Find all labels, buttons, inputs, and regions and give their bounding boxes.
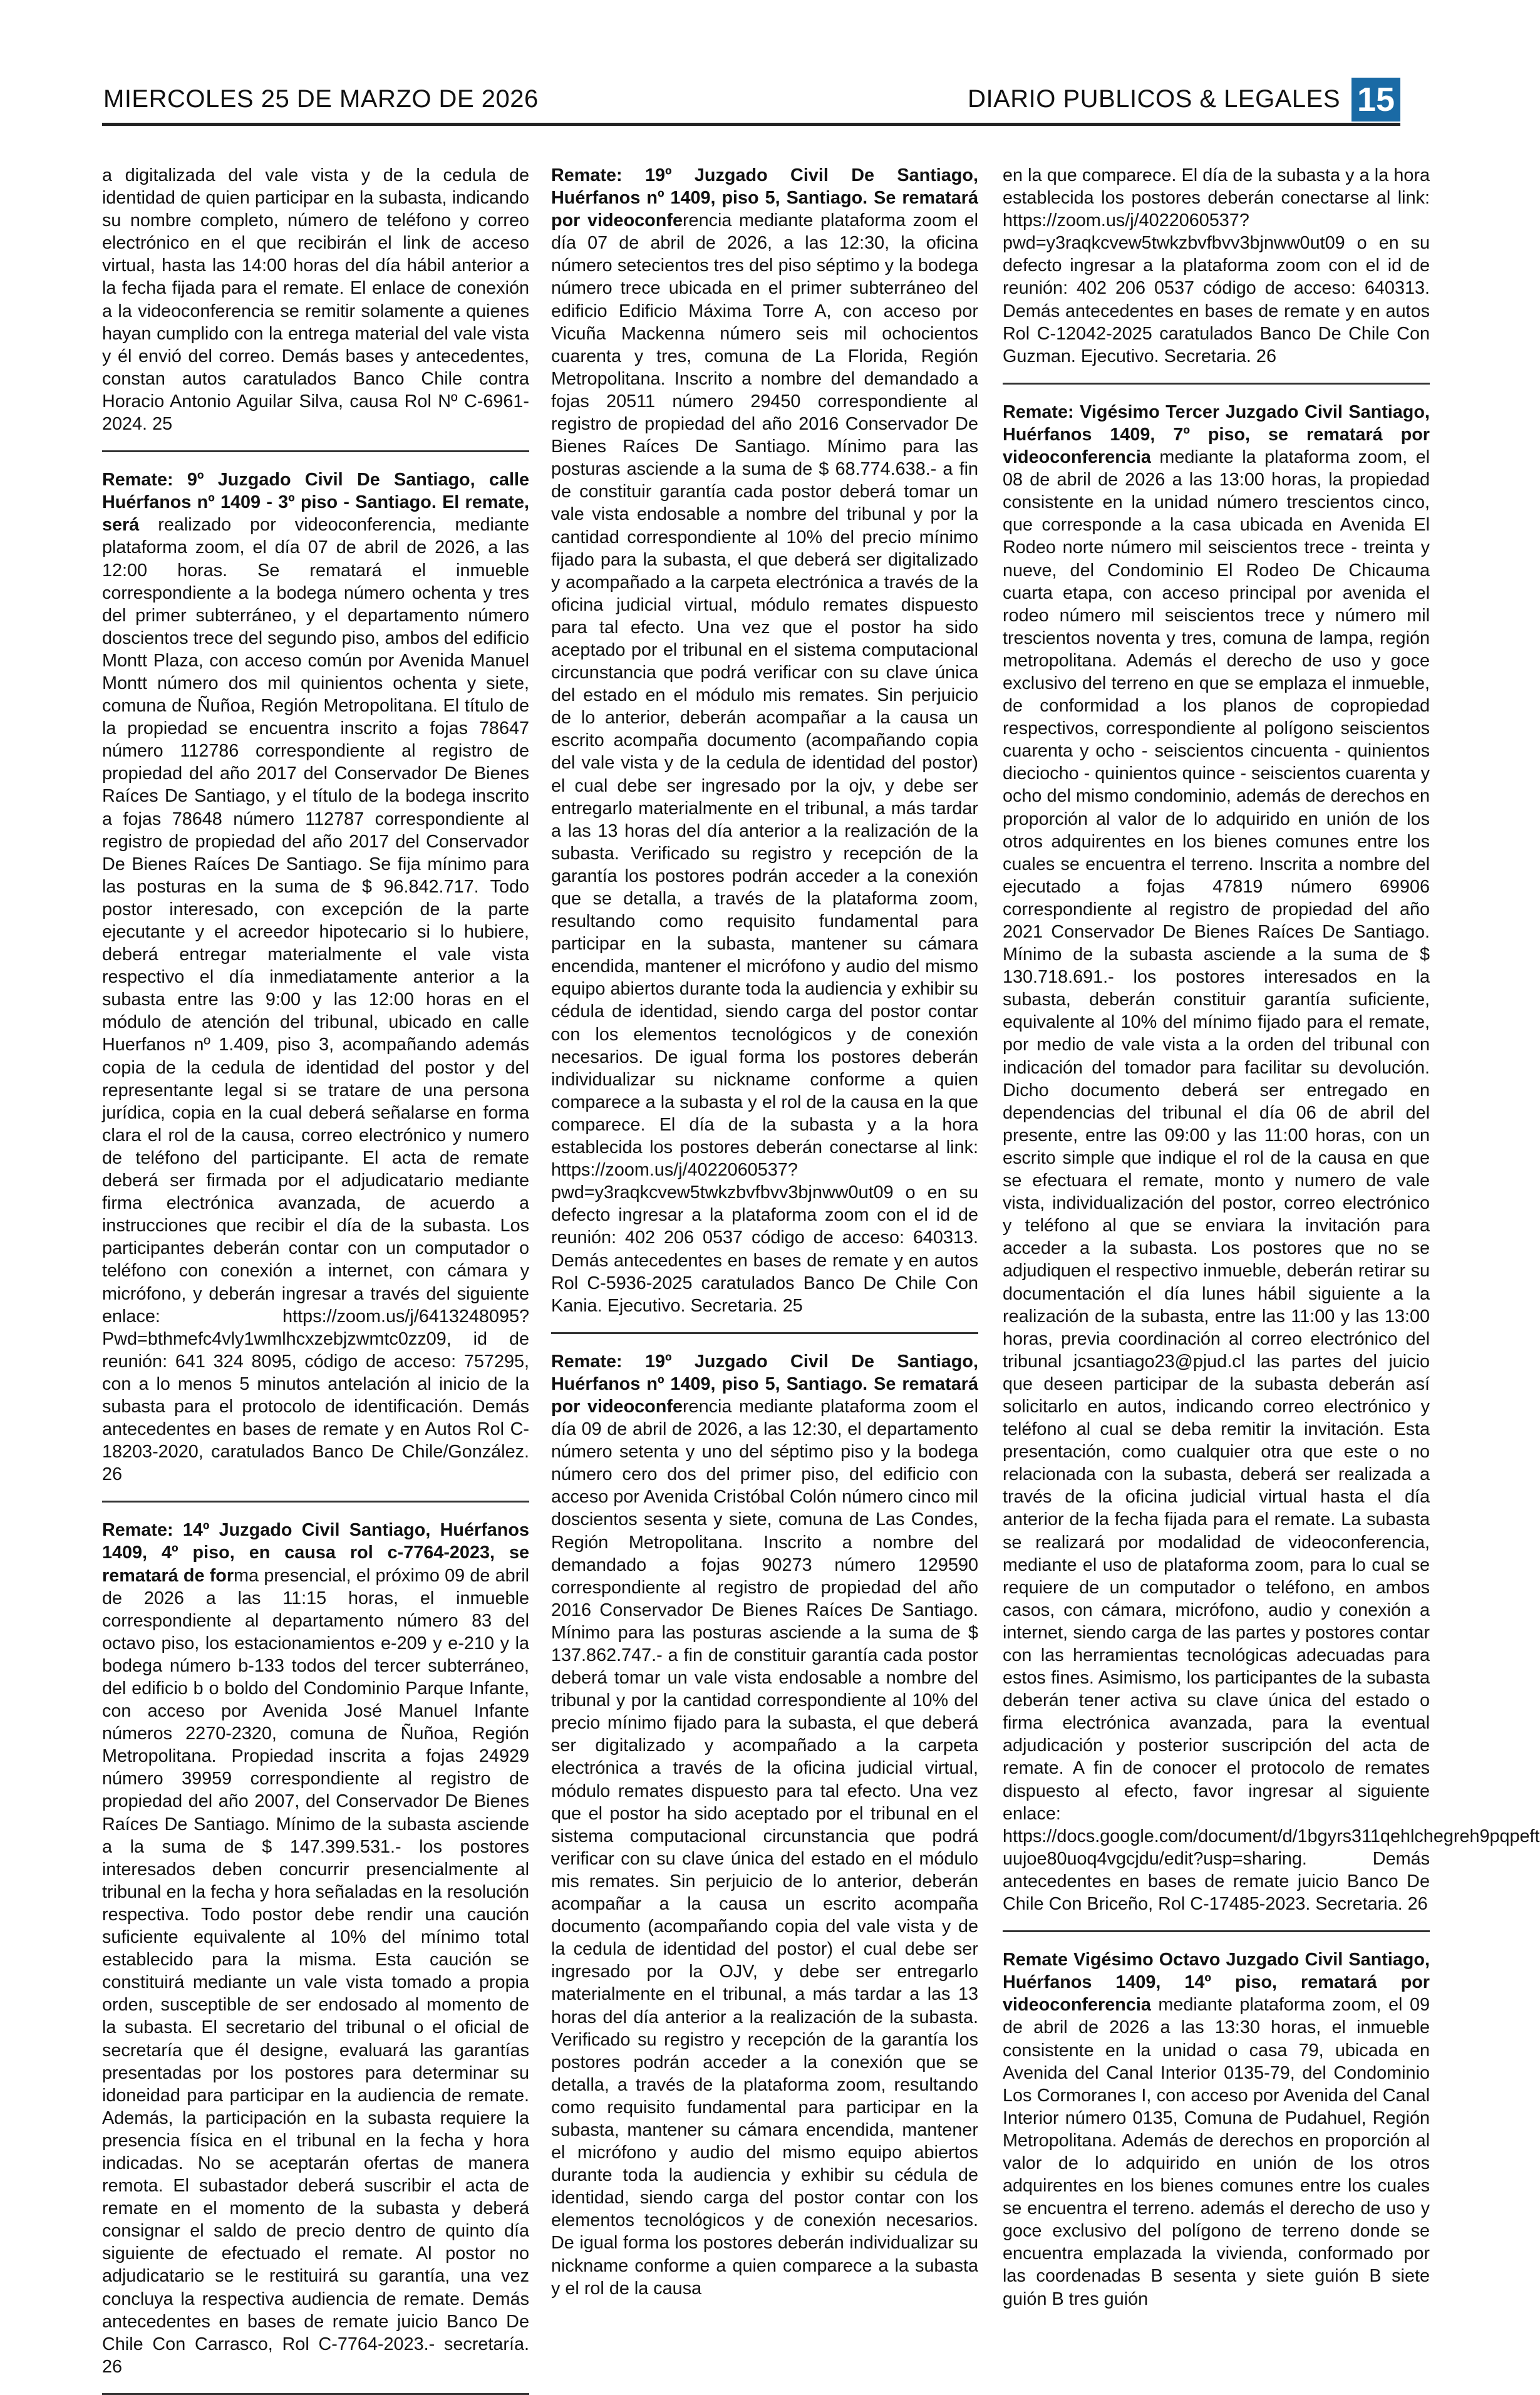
notice-text [551, 164, 978, 1317]
legal-notice [102, 450, 529, 1486]
notice-lead: Remate: Vigésimo Tercer Juzgado Civil Santiago, Huérfanos 1409, 7º piso, se rematará por videoconferencia [1003, 401, 1430, 468]
notice-divider [102, 2393, 529, 2395]
page-number-badge: 15 [1351, 78, 1400, 122]
notice-text [102, 1519, 529, 2378]
legal-notice [1003, 1930, 1430, 2310]
notice-body: a digitalizada del vale vista y de la cedula de identidad de quien participar en la subasta, indicando su nombre completo, número de teléfono y correo electrónico en el que recibirán el link de acceso virtual, hasta las 14:00 horas del día hábil anterior a la fecha fijada para el remate. El enlace de conexión a la videoconferencia se remitir solamente a quienes hayan cumplido con la entrega material del vale vista y él envió del correo. Demás bases y antecedentes, constan autos caratulados Banco Chile contra Horacio Antonio Aguilar Silva, causa Rol Nº C-6961-2024. 25 [102, 165, 529, 435]
notice-body: ma presencial, el próximo 09 de abril de 2026 a las 11:15 horas, el inmueble correspondiente al departamento número 83 del octavo piso, los estacionamientos e-209 y e-210 y la bodega número b-133 todos del tercer subterráneo, del edificio b o boldo del Condominio Parque Infante, con acceso por Avenida José Manuel Infante números 2270-2320, comuna de Ñuñoa, Región Metropolitana. Propiedad inscrita a fojas 24929 número 39959 correspondiente al registro de propiedad del año 2007, del Conservador De Bienes Raíces De Santiago. Mínimo de la subasta asciende a la suma de $ 147.399.531.- los postores interesados deben concurrir presencialmente al tribunal en la fecha y hora señaladas en la resolución respectiva. Todo postor debe rendir una caución suficiente equivalente al 10% del mínimo total establecido para la misma. Esta caución se constituirá mediante un vale vista tomado a propia orden, susceptible de ser endosado al momento de la subasta. El secretario del tribunal o el oficial de secretaría que él designe, evaluará las garantías presentadas por los postores para determinar su idoneidad para participar en la audiencia de remate. Además, la participación en la subasta requiere la presencia física en el tribunal en la fecha y hora indicadas. No se aceptarán ofertas de manera remota. El subastador deberá suscribir el acta de remate en el momento de la subasta y deberá consignar el saldo de precio dentro de quinto día siguiente de efectuado el remate. Al postor no adjudicatario se le restituirá su garantía, una vez concluya la respectiva audiencia de remate. Demás antecedentes en bases de remate juicio Banco De Chile Con Carrasco, Rol C-7764-2023.- secretaría. 26 [102, 1565, 529, 2377]
notice-lead: Remate: 9º Juzgado Civil De Santiago, calle Huérfanos nº 1409 - 3º piso - Santiago. El remate, será [102, 470, 529, 535]
notice-lead: Remate Vigésimo Octavo Juzgado Civil Santiago, Huérfanos 1409, 14º piso, rematará por videoconferencia [1003, 1950, 1430, 2015]
notice-body: mediante plataforma zoom, el 09 de abril de 2026 a las 13:30 horas, el inmueble consistente en la unidad o casa 79, ubicada en Avenida del Canal Interior 0135-79, del Condominio Los Cormoranes I, con acceso por Avenida del Canal Interior número 0135, Comuna de Pudahuel, Región Metropolitana. Además de derechos en proporción al valor de lo adquirido en unión de los otros adquirentes en los bienes comunes entre los cuales se encuentra el terreno. además el derecho de uso y goce exclusivo del polígono de terreno donde se encuentra emplazada la vivienda, conformado por las coordenadas B sesenta y siete guión B siete guión B tres guión [1003, 1995, 1430, 2309]
column-2 [551, 164, 978, 2299]
page-header [102, 81, 1400, 126]
notice-lead: Remate: 19º Juzgado Civil De Santiago, Huérfanos nº 1409, piso 5, Santiago. Se rematará por videoconfe [551, 165, 978, 231]
legal-notice [102, 164, 529, 435]
legal-notice [1003, 383, 1540, 1915]
notice-text [102, 164, 529, 435]
notice-body: mediante la plataforma zoom, el 08 de abril de 2026 a las 13:00 horas, la propiedad consistente en la unidad número trescientos cinco, que corresponde a la casa ubicada en Avenida El Rodeo norte número mil seiscientos trece - treinta y nueve, del Condominio El Rodeo De Chicauma cuarta etapa, con acceso principal por avenida el rodeo número mil seiscientos trece y número mil trescientos noventa y tres, comuna de lampa, región metropolitana. Además el derecho de uso y goce exclusivo del terreno en que se emplaza el inmueble, de conformidad a los planos de copropiedad respectivos, correspondiente al polígono seiscientos cuarenta y ocho - seiscientos cincuenta - quinientos dieciocho - quinientos quince - seiscientos cuarenta y ocho del mismo condominio, además de derechos en proporción al valor de lo adquirido en unión de los otros adquirentes en los bienes comunes entre los cuales se encuentra el terreno. Inscrita a nombre del ejecutado a fojas 47819 número 69906 correspondiente al registro de propiedad del año 2021 Conservador De Bienes Raíces De Santiago. Mínimo de la subasta asciende a la suma de $ 130.718.691.- los postores interesados en la subasta, deberán constituir garantía suficiente, equivalente al 10% del mínimo fijado para el remate, por medio de vale vista a la orden del tribunal con indicación del tomador para facilitar su devolución. Dicho documento deberá ser entregado en dependencias del tribunal el día 06 de abril del presente, entre las 09:00 y las 11:00 horas, con un escrito simple que indique el rol de la causa en que se efectuara el remate, monto y numero de vale vista, individualización del postor, correo electrónico y teléfono al que se enviara la invitación para acceder a la subasta. Los postores que no se adjudiquen el respectivo inmueble, deberán retirar su documentación el día lunes hábil siguiente a la realización de la subasta, entre las 11:00 y las 13:00 horas, previa coordinación al correo electrónico del tribunal jcsantiago23@pjud.cl las partes del juicio que deseen participar de la subasta deberán así solicitarlo en autos, indicando correo electrónico y teléfono al cual se deba remitir la invitación. Esta presentación, como cualquier otra que este o no relacionada con la subasta, deberá ser realizada a través de la oficina judicial virtual hasta el día anterior de la fecha fijada para el remate. La subasta se realizará por modalidad de videoconferencia, mediante el uso de plataforma zoom, para lo cual se requiere de un computador o teléfono, en ambos casos, con cámara, micrófono, audio y conexión a internet, siendo carga de las partes y postores contar con las herramientas tecnológicas adecuadas para estos fines. Asimismo, los participantes de la subasta deberán tener activa su clave única del estado o firma electrónica avanzada, para la eventual adjudicación y posterior suscripción del acta de remate. A fin de conocer el protocolo de remates dispuesto al efecto, favor ingresar al siguiente enlace: https://docs.google.com/document/d/1bgyrs311qehlchegreh9pqpeft uujoe80uoq4vgcjdu/edit?usp=sharing. Demás antecedentes en bases de remate juicio Banco De Chile Con Briceño, Rol C-17485-2023. Secretaria. 26 [1003, 447, 1540, 1915]
notice-text [1003, 1948, 1430, 2310]
legal-notice [102, 1501, 529, 2378]
legal-notice [1003, 164, 1430, 368]
notice-body: rencia mediante plataforma zoom el día 09 de abril de 2026, a las 12:30, el departamento número setenta y uno del séptimo piso y la bodega número cero dos del primer piso, del edificio con acceso por Avenida Cristóbal Colón número cinco mil doscientos sesenta y siete, comuna de Las Condes, Región Metropolitana. Inscrito a nombre del demandado a fojas 90273 número 129590 correspondiente al registro de propiedad del año 2016 Conservador De Bienes Raíces De Santiago. Mínimo para las posturas asciende a la suma de $ 137.862.747.- a fin de constituir garantía cada postor deberá tomar un vale vista endosable a nombre del tribunal y por la cantidad correspondiente al 10% del precio mínimo fijado para la subasta, el que deberá ser digitalizado y acompañado a la carpeta electrónica a través de la oficina judicial virtual, módulo remates dispuesto para tal efecto. Una vez que el postor ha sido aceptado por el tribunal en el sistema computacional circunstancia que podrá verificar con su clave única del estado en el módulo mis remates. Sin perjuicio de lo anterior, deberán acompañar a la causa un escrito acompaña documento (acompañando copia del vale vista y de la cedula de identidad del postor) el cual debe ser ingresado por la OJV, y debe ser entregarlo materialmente en el tribunal, a más tardar a las 13 horas del día anterior a la realización de la subasta. Verificado su registro y recepción de la garantía los postores podrán acceder a la conexión que se detalla, a través de la plataforma zoom, resultando como requisito fundamental para participar en la subasta, mantener su cámara encendida, mantener el micrófono y audio del mismo equipo abiertos durante toda la audiencia y exhibir su cédula de identidad, siendo carga del postor contar con los elementos tecnológicos y de conexión necesarios. De igual forma los postores deberán individualizar su nickname conforme a quien comparece a la subasta y el rol de la causa [551, 1396, 978, 2299]
notice-lead: Remate: 14º Juzgado Civil Santiago, Huérfanos 1409, 4º piso, en causa rol c-7764-2023, se rematará de for [102, 1520, 529, 1586]
notice-lead: Remate: 19º Juzgado Civil De Santiago, Huérfanos nº 1409, piso 5, Santiago. Se rematará por videoconfe [551, 1351, 978, 1417]
notice-text [102, 468, 529, 1486]
legal-notice [551, 164, 978, 1317]
notice-body: en la que comparece. El día de la subasta y a la hora establecida los postores deberán conectarse al link: https://zoom.us/j/4022060537?pwd=y3raqkcvew5twkzbvfbvv3bjnww0ut09 o en su defecto ingresar a la plataforma zoom con el id de reunión: 402 206 0537 código de acceso: 640313. Demás antecedentes en bases de remate y en autos Rol C-12042-2025 caratulados Banco De Chile Con Guzman. Ejecutivo. Secretaria. 26 [1003, 165, 1430, 366]
issue-date: MIERCOLES 25 DE MARZO DE 2026 [103, 85, 539, 113]
legal-notice [551, 1332, 978, 2300]
notice-text [551, 1350, 978, 2300]
column-3 [1003, 164, 1540, 2309]
notice-text [1003, 401, 1540, 1915]
newspaper-title: DIARIO PUBLICOS & LEGALES [968, 85, 1340, 113]
notice-body: realizado por videoconferencia, mediante plataforma zoom, el día 07 de abril de 2026, a las 12:00 horas. Se rematará el inmueble correspondiente a la bodega número ochenta y tres del primer subterráneo, y el departamento número doscientos trece del segundo piso, ambos del edificio Montt Plaza, con acceso común por Avenida Manuel Montt número dos mil quinientos ochenta y siete, comuna de Ñuñoa, Región Metropolitana. El título de la propiedad se encuentra inscrito a fojas 78647 número 112786 correspondiente al registro de propiedad del año 2017 del Conservador De Bienes Raíces De Santiago, y el título de la bodega inscrito a fojas 78648 número 112787 correspondiente al registro de propiedad del año 2017 del Conservador De Bienes Raíces De Santiago. Se fija mínimo para las posturas en la suma de $ 96.842.717. Todo postor interesado, con excepción de la parte ejecutante y el acreedor hipotecario si lo hubiere, deberá entregar materialmente el vale vista respectivo el día inmediatamente anterior a la subasta entre las 9:00 y las 12:00 horas en el módulo de atención del tribunal, ubicado en calle Huerfanos nº 1.409, piso 3, acompañando además copia de la cedula de identidad del postor y del representante legal si se tratare de una persona jurídica, copia en la cual deberá señalarse en forma clara el rol de la causa, correo electrónico y numero de teléfono del participante. El acta de remate deberá ser firmada por el adjudicatario mediante firma electrónica avanzada, de acuerdo a instrucciones que recibir el día de la subasta. Los participantes deberán contar con un computador o teléfono con conexión a internet, con cámara y micrófono, y deberán ingresar a través del siguiente enlace: https://zoom.us/j/6413248095?Pwd=bthmefc4vly1wmlhcxzebjzwmtc0zz09, id de reunión: 641 324 8095, código de acceso: 757295, con a lo menos 5 minutos antelación al inicio de la subasta para el protocolo de identificación. Demás antecedentes en bases de remate y en Autos Rol C-18203-2020, caratulados Banco De Chile/González. 26 [102, 515, 529, 1485]
notice-text [1003, 164, 1430, 368]
notice-body: rencia mediante plataforma zoom el día 07 de abril de 2026, a las 12:30, la oficina número setecientos tres del piso séptimo y la bodega número trece ubicada en el primer subterráneo del edificio Edificio Máxima Torre A, con acceso por Vicuña Mackenna número seis mil ochocientos cuarenta y tres, comuna de La Florida, Región Metropolitana. Inscrito a nombre del demandado a fojas 20511 número 29450 correspondiente al registro de propiedad del año 2016 Conservador De Bienes Raíces De Santiago. Mínimo para las posturas asciende a la suma de $ 68.774.638.- a fin de constituir garantía cada postor deberá tomar un vale vista endosable a nombre del tribunal y por la cantidad correspondiente al 10% del precio mínimo fijado para la subasta, el que deberá ser digitalizado y acompañado a la carpeta electrónica a través de la oficina judicial virtual, módulo remates dispuesto para tal efecto. Una vez que el postor ha sido aceptado por el tribunal en el sistema computacional circunstancia que podrá verificar con su clave única del estado en el módulo mis remates. Sin perjuicio de lo anterior, deberán acompañar a la causa un escrito acompaña documento (acompañando copia del vale vista y de la cedula de identidad del postor) el cual debe ser ingresado por la ojv, y debe ser entregarlo materialmente en el tribunal, a más tardar a las 13 horas del día anterior a la realización de la subasta. Verificado su registro y recepción de la garantía los postores podrán acceder a la conexión que se detalla, a través de la plataforma zoom, resultando como requisito fundamental para participar en la subasta, mantener su cámara encendida, mantener el micrófono y audio del mismo equipo abiertos durante toda la audiencia y exhibir su cédula de identidad, siendo carga del postor contar con los elementos tecnológicos y de conexión necesarios. De igual forma los postores deberán individualizar su nickname conforme a quien comparece a la subasta y el rol de la causa en la que comparece. El día de la subasta y a la hora establecida los postores deberán conectarse al link: https://zoom.us/j/4022060537?pwd=y3raqkcvew5twkzbvfbvv3bjnww0ut09 o en su defecto ingresar a la plataforma zoom con el id de reunión: 402 206 0537 código de acceso: 640313. Demás antecedentes en bases de remate y en autos Rol C-5936-2025 caratulados Banco De Chile Con Kania. Ejecutivo. Secretaria. 25 [551, 210, 978, 1316]
column-1 [102, 164, 529, 2377]
